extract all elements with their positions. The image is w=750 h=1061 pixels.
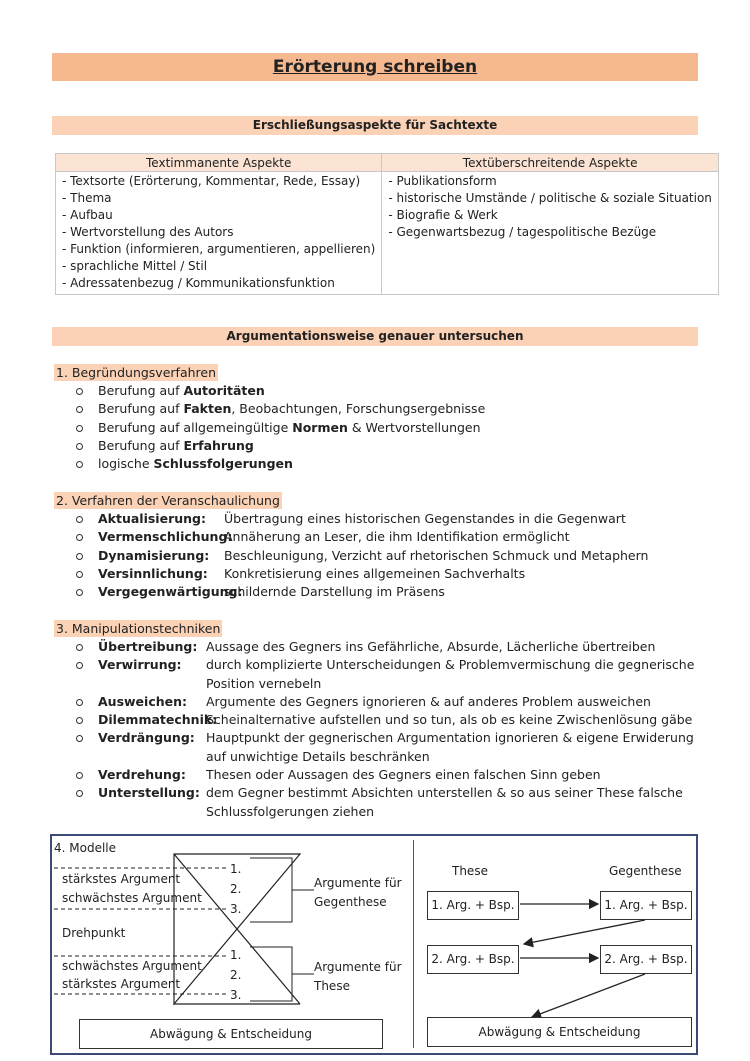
page-title: Erörterung schreiben [272, 57, 478, 77]
list-item: Berufung auf Fakten, Beobachtungen, Forschungsergebnisse [76, 400, 485, 418]
description: dem Gegner bestimmt Absichten unterstellen & so aus seiner These falsche Schlussfolgerungen ziehen [206, 785, 683, 819]
conclusion-box-right: Abwägung & Entscheidung [427, 1017, 692, 1047]
arrow-gegenthese1-to-these2 [524, 920, 645, 944]
description: durch komplizierte Unterscheidungen & Problemvermischung die gegnerische Position vernebeln [206, 657, 695, 691]
list-item: - Aufbau [62, 208, 113, 222]
list-item: Berufung auf Autoritäten [76, 382, 485, 400]
description: Konkretisierung eines allgemeinen Sachverhalts [224, 565, 526, 581]
number-2: 2. [230, 968, 242, 982]
list-item: - Publikationsform [388, 174, 497, 188]
label-strongest-argument: stärkstes Argument [62, 977, 181, 991]
term: Aktualisierung: [98, 511, 206, 526]
list-item: - Gegenwartsbezug / tagespolitische Bezüge [388, 225, 657, 239]
list-item: - historische Umstände / politische & soziale Situation [388, 191, 712, 205]
list-item [76, 711, 698, 729]
term: Unterstellung: [98, 785, 200, 801]
list-item [76, 565, 648, 583]
list-item: - Biografie & Werk [388, 208, 498, 222]
number-2: 2. [230, 882, 242, 896]
list-item [76, 656, 698, 693]
term: Verdrängung: [98, 730, 195, 746]
term: Versinnlichung: [98, 565, 208, 581]
begruendung-list [76, 382, 485, 473]
description: Argumente des Gegners ignorieren & auf anderes Problem ausweichen [206, 693, 651, 709]
textimmanent-cell [56, 172, 382, 295]
label-turning-point: Drehpunkt [62, 926, 126, 940]
list-item [76, 547, 648, 565]
list-item: - Funktion (informieren, argumentieren, appellieren) [62, 242, 376, 256]
gegenthese-argument-box-1: 1. Arg. + Bsp. [600, 891, 692, 920]
description: Übertragung eines historischen Gegenstandes in die Gegenwart [224, 511, 626, 526]
list-item: - Adressatenbezug / Kommunikationsfunktion [62, 276, 335, 290]
section-heading-erschliessung: Erschließungsaspekte für Sachtexte [52, 116, 698, 135]
term: Verdrehung: [98, 767, 186, 783]
list-item [76, 693, 698, 711]
bracket-these [250, 947, 292, 1001]
list-item: - sprachliche Mittel / Stil [62, 259, 208, 273]
arrow-gegenthese2-to-conclusion [532, 974, 645, 1017]
column-header-textueberschreitend: Textüberschreitende Aspekte [382, 154, 719, 172]
label-strongest-argument: stärkstes Argument [62, 872, 181, 886]
label-arguments-gegenthese: Argumente für Gegenthese [314, 876, 402, 909]
list-item [76, 729, 698, 766]
term: Ausweichen: [98, 693, 188, 709]
list-item [76, 766, 698, 784]
gegenthese-argument-box-2: 2. Arg. + Bsp. [600, 945, 692, 974]
list-item: - Wertvorstellung des Autors [62, 225, 234, 239]
term: Übertreibung: [98, 639, 198, 654]
list-item: Berufung auf Erfahrung [76, 437, 485, 455]
term: Vermenschlichung: [98, 529, 233, 545]
veranschaulichung-list [76, 510, 648, 601]
number-1: 1. [230, 948, 242, 962]
list-item: - Textsorte (Erörterung, Kommentar, Rede, Essay) [62, 174, 361, 188]
label-arguments-these: Argumente für These [314, 960, 402, 993]
subsection-title-manipulation: 3. Manipulationstechniken [56, 621, 221, 636]
description: Scheinalternative aufstellen und so tun, als ob es keine Zwischenlösung gäbe [206, 712, 693, 728]
manipulation-list [76, 638, 698, 821]
subsection-title-begruendung: 1. Begründungsverfahren [56, 365, 216, 380]
term: Dynamisierung: [98, 547, 210, 563]
page-title-banner [52, 53, 698, 81]
list-item: - Thema [62, 191, 112, 205]
description: schildernde Darstellung im Präsens [224, 584, 445, 600]
term: Dilemmatechnik: [98, 712, 218, 728]
description: Aussage des Gegners ins Gefährliche, Absurde, Lächerliche übertreiben [206, 639, 656, 654]
these-argument-box-1: 1. Arg. + Bsp. [427, 891, 519, 920]
list-item: logische Schlussfolgerungen [76, 455, 485, 473]
column-header-textimmanent: Textimmanente Aspekte [56, 154, 382, 172]
number-3: 3. [230, 988, 242, 1002]
label-weakest-argument: schwächstes Argument [62, 959, 202, 973]
textueberschreitend-cell [382, 172, 719, 295]
list-item [76, 528, 648, 546]
number-1: 1. [230, 862, 242, 876]
label-these: These [452, 864, 488, 878]
models-box [50, 834, 698, 1055]
label-weakest-argument: schwächstes Argument [62, 891, 202, 905]
description: Beschleunigung, Verzicht auf rhetorischen Schmuck und Metaphern [224, 547, 649, 563]
list-item: Berufung auf allgemeingültige Normen & Wertvorstellungen [76, 419, 485, 437]
label-gegenthese: Gegenthese [609, 864, 682, 878]
these-argument-box-2: 2. Arg. + Bsp. [427, 945, 519, 974]
list-item [76, 784, 698, 821]
description: Hauptpunkt der gegnerischen Argumentation ignorieren & eigene Erwiderung auf unwichtige Details beschränken [206, 730, 694, 764]
number-3: 3. [230, 902, 242, 916]
subsection-title-veranschaulichung: 2. Verfahren der Veranschaulichung [56, 493, 280, 508]
conclusion-box-left: Abwägung & Entscheidung [79, 1019, 383, 1049]
list-item [76, 583, 648, 601]
term: Vergegenwärtigung: [98, 584, 243, 600]
list-item [76, 510, 648, 528]
models-title: 4. Modelle [54, 841, 117, 855]
bracket-gegenthese [250, 858, 292, 922]
section-heading-argumentation: Argumentationsweise genauer untersuchen [52, 327, 698, 346]
list-item [76, 638, 698, 656]
aspects-table [55, 153, 719, 295]
description: Annäherung an Leser, die ihm Identifikation ermöglicht [224, 529, 570, 545]
description: Thesen oder Aussagen des Gegners einen falschen Sinn geben [206, 767, 601, 783]
term: Verwirrung: [98, 657, 182, 673]
